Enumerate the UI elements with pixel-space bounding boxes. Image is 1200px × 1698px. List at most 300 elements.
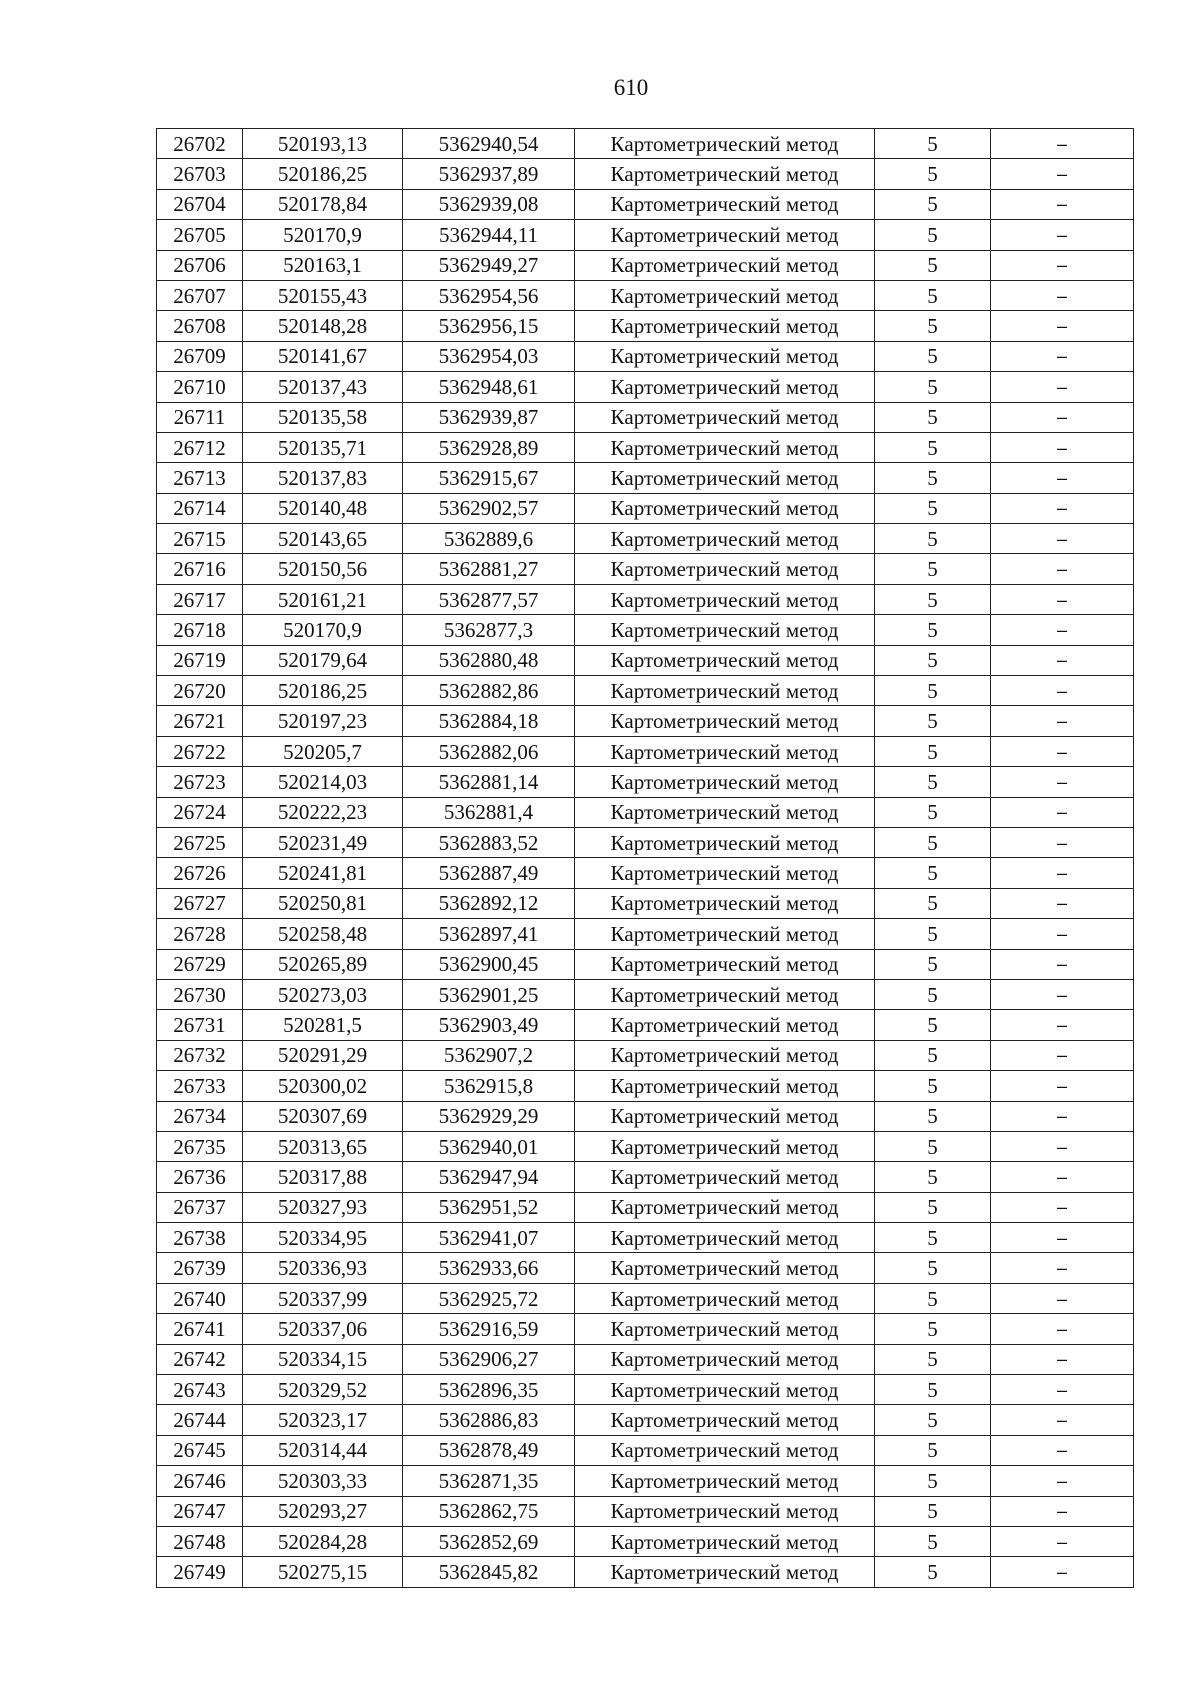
x-coordinate-cell: 520222,23 [243, 797, 403, 827]
note-cell: – [991, 979, 1134, 1009]
note-cell: – [991, 1040, 1134, 1070]
x-coordinate-cell: 520150,56 [243, 554, 403, 584]
y-coordinate-cell: 5362886,83 [403, 1405, 575, 1435]
accuracy-cell: 5 [875, 615, 991, 645]
table-row [157, 1314, 1134, 1344]
note-cell: – [991, 584, 1134, 614]
y-coordinate-cell: 5362887,49 [403, 858, 575, 888]
accuracy-cell: 5 [875, 402, 991, 432]
point-number-cell: 26745 [157, 1435, 243, 1465]
y-coordinate-cell: 5362937,89 [403, 159, 575, 189]
table-row [157, 979, 1134, 1009]
accuracy-cell: 5 [875, 888, 991, 918]
y-coordinate-cell: 5362939,87 [403, 402, 575, 432]
method-cell: Картометрический метод [575, 1466, 875, 1496]
note-cell: – [991, 1526, 1134, 1556]
table-row [157, 584, 1134, 614]
x-coordinate-cell: 520334,95 [243, 1223, 403, 1253]
accuracy-cell: 5 [875, 250, 991, 280]
x-coordinate-cell: 520140,48 [243, 493, 403, 523]
table-row [157, 645, 1134, 675]
note-cell: – [991, 311, 1134, 341]
y-coordinate-cell: 5362845,82 [403, 1557, 575, 1587]
y-coordinate-cell: 5362881,14 [403, 767, 575, 797]
method-cell: Картометрический метод [575, 280, 875, 310]
y-coordinate-cell: 5362889,6 [403, 524, 575, 554]
point-number-cell: 26717 [157, 584, 243, 614]
note-cell: – [991, 706, 1134, 736]
y-coordinate-cell: 5362896,35 [403, 1375, 575, 1405]
accuracy-cell: 5 [875, 949, 991, 979]
note-cell: – [991, 1466, 1134, 1496]
point-number-cell: 26724 [157, 797, 243, 827]
y-coordinate-cell: 5362871,35 [403, 1466, 575, 1496]
point-number-cell: 26748 [157, 1526, 243, 1556]
point-number-cell: 26712 [157, 432, 243, 462]
table-row [157, 949, 1134, 979]
point-number-cell: 26719 [157, 645, 243, 675]
method-cell: Картометрический метод [575, 311, 875, 341]
x-coordinate-cell: 520163,1 [243, 250, 403, 280]
y-coordinate-cell: 5362916,59 [403, 1314, 575, 1344]
table-row [157, 1101, 1134, 1131]
y-coordinate-cell: 5362954,03 [403, 341, 575, 371]
method-cell: Картометрический метод [575, 676, 875, 706]
method-cell: Картометрический метод [575, 159, 875, 189]
point-number-cell: 26709 [157, 341, 243, 371]
note-cell: – [991, 827, 1134, 857]
table-row [157, 280, 1134, 310]
point-number-cell: 26735 [157, 1131, 243, 1161]
x-coordinate-cell: 520307,69 [243, 1101, 403, 1131]
method-cell: Картометрический метод [575, 888, 875, 918]
method-cell: Картометрический метод [575, 341, 875, 371]
accuracy-cell: 5 [875, 1253, 991, 1283]
x-coordinate-cell: 520170,9 [243, 220, 403, 250]
x-coordinate-cell: 520258,48 [243, 919, 403, 949]
point-number-cell: 26732 [157, 1040, 243, 1070]
method-cell: Картометрический метод [575, 1283, 875, 1313]
note-cell: – [991, 1375, 1134, 1405]
x-coordinate-cell: 520300,02 [243, 1071, 403, 1101]
method-cell: Картометрический метод [575, 250, 875, 280]
x-coordinate-cell: 520291,29 [243, 1040, 403, 1070]
accuracy-cell: 5 [875, 736, 991, 766]
table-row [157, 554, 1134, 584]
accuracy-cell: 5 [875, 767, 991, 797]
method-cell: Картометрический метод [575, 1101, 875, 1131]
x-coordinate-cell: 520231,49 [243, 827, 403, 857]
point-number-cell: 26715 [157, 524, 243, 554]
accuracy-cell: 5 [875, 1496, 991, 1526]
method-cell: Картометрический метод [575, 432, 875, 462]
x-coordinate-cell: 520137,83 [243, 463, 403, 493]
table-row [157, 1131, 1134, 1161]
point-number-cell: 26714 [157, 493, 243, 523]
note-cell: – [991, 341, 1134, 371]
note-cell: – [991, 858, 1134, 888]
table-row [157, 432, 1134, 462]
y-coordinate-cell: 5362906,27 [403, 1344, 575, 1374]
y-coordinate-cell: 5362954,56 [403, 280, 575, 310]
point-number-cell: 26708 [157, 311, 243, 341]
accuracy-cell: 5 [875, 372, 991, 402]
y-coordinate-cell: 5362939,08 [403, 189, 575, 219]
table-row [157, 493, 1134, 523]
accuracy-cell: 5 [875, 1071, 991, 1101]
x-coordinate-cell: 520178,84 [243, 189, 403, 219]
point-number-cell: 26726 [157, 858, 243, 888]
y-coordinate-cell: 5362880,48 [403, 645, 575, 675]
table-row [157, 463, 1134, 493]
point-number-cell: 26706 [157, 250, 243, 280]
table-row [157, 372, 1134, 402]
x-coordinate-cell: 520265,89 [243, 949, 403, 979]
method-cell: Картометрический метод [575, 1253, 875, 1283]
point-number-cell: 26727 [157, 888, 243, 918]
note-cell: – [991, 220, 1134, 250]
note-cell: – [991, 797, 1134, 827]
accuracy-cell: 5 [875, 189, 991, 219]
table-row [157, 706, 1134, 736]
x-coordinate-cell: 520186,25 [243, 159, 403, 189]
method-cell: Картометрический метод [575, 1162, 875, 1192]
y-coordinate-cell: 5362882,06 [403, 736, 575, 766]
method-cell: Картометрический метод [575, 1314, 875, 1344]
table-row [157, 159, 1134, 189]
y-coordinate-cell: 5362862,75 [403, 1496, 575, 1526]
x-coordinate-cell: 520186,25 [243, 676, 403, 706]
accuracy-cell: 5 [875, 341, 991, 371]
x-coordinate-cell: 520250,81 [243, 888, 403, 918]
x-coordinate-cell: 520273,03 [243, 979, 403, 1009]
point-number-cell: 26741 [157, 1314, 243, 1344]
point-number-cell: 26734 [157, 1101, 243, 1131]
note-cell: – [991, 372, 1134, 402]
accuracy-cell: 5 [875, 1101, 991, 1131]
x-coordinate-cell: 520317,88 [243, 1162, 403, 1192]
y-coordinate-cell: 5362881,27 [403, 554, 575, 584]
note-cell: – [991, 432, 1134, 462]
note-cell: – [991, 1253, 1134, 1283]
x-coordinate-cell: 520135,71 [243, 432, 403, 462]
accuracy-cell: 5 [875, 797, 991, 827]
note-cell: – [991, 189, 1134, 219]
method-cell: Картометрический метод [575, 706, 875, 736]
accuracy-cell: 5 [875, 979, 991, 1009]
note-cell: – [991, 463, 1134, 493]
x-coordinate-cell: 520284,28 [243, 1526, 403, 1556]
note-cell: – [991, 1010, 1134, 1040]
method-cell: Картометрический метод [575, 524, 875, 554]
note-cell: – [991, 1131, 1134, 1161]
y-coordinate-cell: 5362915,8 [403, 1071, 575, 1101]
method-cell: Картометрический метод [575, 979, 875, 1009]
point-number-cell: 26707 [157, 280, 243, 310]
point-number-cell: 26737 [157, 1192, 243, 1222]
y-coordinate-cell: 5362852,69 [403, 1526, 575, 1556]
x-coordinate-cell: 520336,93 [243, 1253, 403, 1283]
method-cell: Картометрический метод [575, 767, 875, 797]
note-cell: – [991, 1557, 1134, 1587]
note-cell: – [991, 1071, 1134, 1101]
table-row [157, 1526, 1134, 1556]
accuracy-cell: 5 [875, 919, 991, 949]
y-coordinate-cell: 5362947,94 [403, 1162, 575, 1192]
x-coordinate-cell: 520193,13 [243, 129, 403, 159]
y-coordinate-cell: 5362903,49 [403, 1010, 575, 1040]
table-row [157, 1162, 1134, 1192]
table-row [157, 615, 1134, 645]
accuracy-cell: 5 [875, 1435, 991, 1465]
note-cell: – [991, 615, 1134, 645]
y-coordinate-cell: 5362897,41 [403, 919, 575, 949]
note-cell: – [991, 736, 1134, 766]
accuracy-cell: 5 [875, 432, 991, 462]
x-coordinate-cell: 520337,06 [243, 1314, 403, 1344]
x-coordinate-cell: 520161,21 [243, 584, 403, 614]
note-cell: – [991, 949, 1134, 979]
point-number-cell: 26747 [157, 1496, 243, 1526]
note-cell: – [991, 1283, 1134, 1313]
y-coordinate-cell: 5362915,67 [403, 463, 575, 493]
accuracy-cell: 5 [875, 524, 991, 554]
y-coordinate-cell: 5362940,54 [403, 129, 575, 159]
accuracy-cell: 5 [875, 1223, 991, 1253]
note-cell: – [991, 1435, 1134, 1465]
table-row [157, 1040, 1134, 1070]
y-coordinate-cell: 5362928,89 [403, 432, 575, 462]
method-cell: Картометрический метод [575, 1526, 875, 1556]
x-coordinate-cell: 520303,33 [243, 1466, 403, 1496]
point-number-cell: 26739 [157, 1253, 243, 1283]
note-cell: – [991, 888, 1134, 918]
accuracy-cell: 5 [875, 311, 991, 341]
x-coordinate-cell: 520281,5 [243, 1010, 403, 1040]
table-row [157, 919, 1134, 949]
method-cell: Картометрический метод [575, 1375, 875, 1405]
y-coordinate-cell: 5362901,25 [403, 979, 575, 1009]
x-coordinate-cell: 520214,03 [243, 767, 403, 797]
x-coordinate-cell: 520179,64 [243, 645, 403, 675]
method-cell: Картометрический метод [575, 372, 875, 402]
x-coordinate-cell: 520241,81 [243, 858, 403, 888]
method-cell: Картометрический метод [575, 463, 875, 493]
coordinates-table [156, 128, 1134, 1588]
method-cell: Картометрический метод [575, 797, 875, 827]
table-row [157, 129, 1134, 159]
x-coordinate-cell: 520135,58 [243, 402, 403, 432]
point-number-cell: 26749 [157, 1557, 243, 1587]
point-number-cell: 26728 [157, 919, 243, 949]
y-coordinate-cell: 5362933,66 [403, 1253, 575, 1283]
x-coordinate-cell: 520313,65 [243, 1131, 403, 1161]
y-coordinate-cell: 5362907,2 [403, 1040, 575, 1070]
note-cell: – [991, 1162, 1134, 1192]
point-number-cell: 26731 [157, 1010, 243, 1040]
y-coordinate-cell: 5362902,57 [403, 493, 575, 523]
point-number-cell: 26722 [157, 736, 243, 766]
method-cell: Картометрический метод [575, 1040, 875, 1070]
note-cell: – [991, 129, 1134, 159]
accuracy-cell: 5 [875, 645, 991, 675]
accuracy-cell: 5 [875, 1466, 991, 1496]
point-number-cell: 26725 [157, 827, 243, 857]
method-cell: Картометрический метод [575, 189, 875, 219]
y-coordinate-cell: 5362882,86 [403, 676, 575, 706]
accuracy-cell: 5 [875, 463, 991, 493]
y-coordinate-cell: 5362877,3 [403, 615, 575, 645]
table-row [157, 250, 1134, 280]
y-coordinate-cell: 5362878,49 [403, 1435, 575, 1465]
accuracy-cell: 5 [875, 129, 991, 159]
note-cell: – [991, 250, 1134, 280]
note-cell: – [991, 524, 1134, 554]
table-row [157, 888, 1134, 918]
x-coordinate-cell: 520137,43 [243, 372, 403, 402]
method-cell: Картометрический метод [575, 584, 875, 614]
accuracy-cell: 5 [875, 280, 991, 310]
method-cell: Картометрический метод [575, 129, 875, 159]
table-row [157, 402, 1134, 432]
accuracy-cell: 5 [875, 1405, 991, 1435]
point-number-cell: 26703 [157, 159, 243, 189]
method-cell: Картометрический метод [575, 493, 875, 523]
point-number-cell: 26743 [157, 1375, 243, 1405]
y-coordinate-cell: 5362956,15 [403, 311, 575, 341]
method-cell: Картометрический метод [575, 827, 875, 857]
table-row [157, 1557, 1134, 1587]
accuracy-cell: 5 [875, 706, 991, 736]
x-coordinate-cell: 520293,27 [243, 1496, 403, 1526]
x-coordinate-cell: 520141,67 [243, 341, 403, 371]
x-coordinate-cell: 520275,15 [243, 1557, 403, 1587]
accuracy-cell: 5 [875, 1192, 991, 1222]
table-row [157, 1253, 1134, 1283]
y-coordinate-cell: 5362881,4 [403, 797, 575, 827]
x-coordinate-cell: 520334,15 [243, 1344, 403, 1374]
table-row [157, 189, 1134, 219]
accuracy-cell: 5 [875, 1344, 991, 1374]
y-coordinate-cell: 5362951,52 [403, 1192, 575, 1222]
accuracy-cell: 5 [875, 220, 991, 250]
note-cell: – [991, 1496, 1134, 1526]
table-row [157, 1405, 1134, 1435]
accuracy-cell: 5 [875, 1375, 991, 1405]
table-row [157, 797, 1134, 827]
point-number-cell: 26718 [157, 615, 243, 645]
note-cell: – [991, 159, 1134, 189]
table-row [157, 220, 1134, 250]
method-cell: Картометрический метод [575, 1344, 875, 1374]
x-coordinate-cell: 520329,52 [243, 1375, 403, 1405]
point-number-cell: 26716 [157, 554, 243, 584]
note-cell: – [991, 1192, 1134, 1222]
note-cell: – [991, 919, 1134, 949]
y-coordinate-cell: 5362948,61 [403, 372, 575, 402]
point-number-cell: 26704 [157, 189, 243, 219]
table-row [157, 1466, 1134, 1496]
accuracy-cell: 5 [875, 1557, 991, 1587]
point-number-cell: 26733 [157, 1071, 243, 1101]
y-coordinate-cell: 5362929,29 [403, 1101, 575, 1131]
method-cell: Картометрический метод [575, 554, 875, 584]
note-cell: – [991, 554, 1134, 584]
table-body [157, 129, 1134, 1588]
point-number-cell: 26705 [157, 220, 243, 250]
x-coordinate-cell: 520170,9 [243, 615, 403, 645]
table-row [157, 1344, 1134, 1374]
note-cell: – [991, 1344, 1134, 1374]
method-cell: Картометрический метод [575, 1435, 875, 1465]
note-cell: – [991, 676, 1134, 706]
table-row [157, 1283, 1134, 1313]
accuracy-cell: 5 [875, 827, 991, 857]
note-cell: – [991, 767, 1134, 797]
method-cell: Картометрический метод [575, 736, 875, 766]
y-coordinate-cell: 5362892,12 [403, 888, 575, 918]
accuracy-cell: 5 [875, 1131, 991, 1161]
point-number-cell: 26746 [157, 1466, 243, 1496]
table-row [157, 767, 1134, 797]
table-row [157, 736, 1134, 766]
note-cell: – [991, 1223, 1134, 1253]
accuracy-cell: 5 [875, 1526, 991, 1556]
method-cell: Картометрический метод [575, 1071, 875, 1101]
y-coordinate-cell: 5362925,72 [403, 1283, 575, 1313]
note-cell: – [991, 493, 1134, 523]
point-number-cell: 26729 [157, 949, 243, 979]
point-number-cell: 26740 [157, 1283, 243, 1313]
point-number-cell: 26702 [157, 129, 243, 159]
x-coordinate-cell: 520143,65 [243, 524, 403, 554]
method-cell: Картометрический метод [575, 402, 875, 432]
point-number-cell: 26736 [157, 1162, 243, 1192]
accuracy-cell: 5 [875, 1314, 991, 1344]
point-number-cell: 26710 [157, 372, 243, 402]
table-row [157, 1496, 1134, 1526]
x-coordinate-cell: 520327,93 [243, 1192, 403, 1222]
method-cell: Картометрический метод [575, 1131, 875, 1161]
y-coordinate-cell: 5362949,27 [403, 250, 575, 280]
point-number-cell: 26744 [157, 1405, 243, 1435]
table-row [157, 341, 1134, 371]
method-cell: Картометрический метод [575, 1192, 875, 1222]
note-cell: – [991, 280, 1134, 310]
method-cell: Картометрический метод [575, 1496, 875, 1526]
accuracy-cell: 5 [875, 1283, 991, 1313]
method-cell: Картометрический метод [575, 645, 875, 675]
y-coordinate-cell: 5362877,57 [403, 584, 575, 614]
accuracy-cell: 5 [875, 554, 991, 584]
point-number-cell: 26738 [157, 1223, 243, 1253]
method-cell: Картометрический метод [575, 919, 875, 949]
table-row [157, 1375, 1134, 1405]
method-cell: Картометрический метод [575, 615, 875, 645]
note-cell: – [991, 402, 1134, 432]
note-cell: – [991, 1405, 1134, 1435]
x-coordinate-cell: 520205,7 [243, 736, 403, 766]
table-row [157, 524, 1134, 554]
point-number-cell: 26720 [157, 676, 243, 706]
accuracy-cell: 5 [875, 493, 991, 523]
point-number-cell: 26730 [157, 979, 243, 1009]
accuracy-cell: 5 [875, 1010, 991, 1040]
table-row [157, 311, 1134, 341]
accuracy-cell: 5 [875, 159, 991, 189]
x-coordinate-cell: 520323,17 [243, 1405, 403, 1435]
method-cell: Картометрический метод [575, 1557, 875, 1587]
